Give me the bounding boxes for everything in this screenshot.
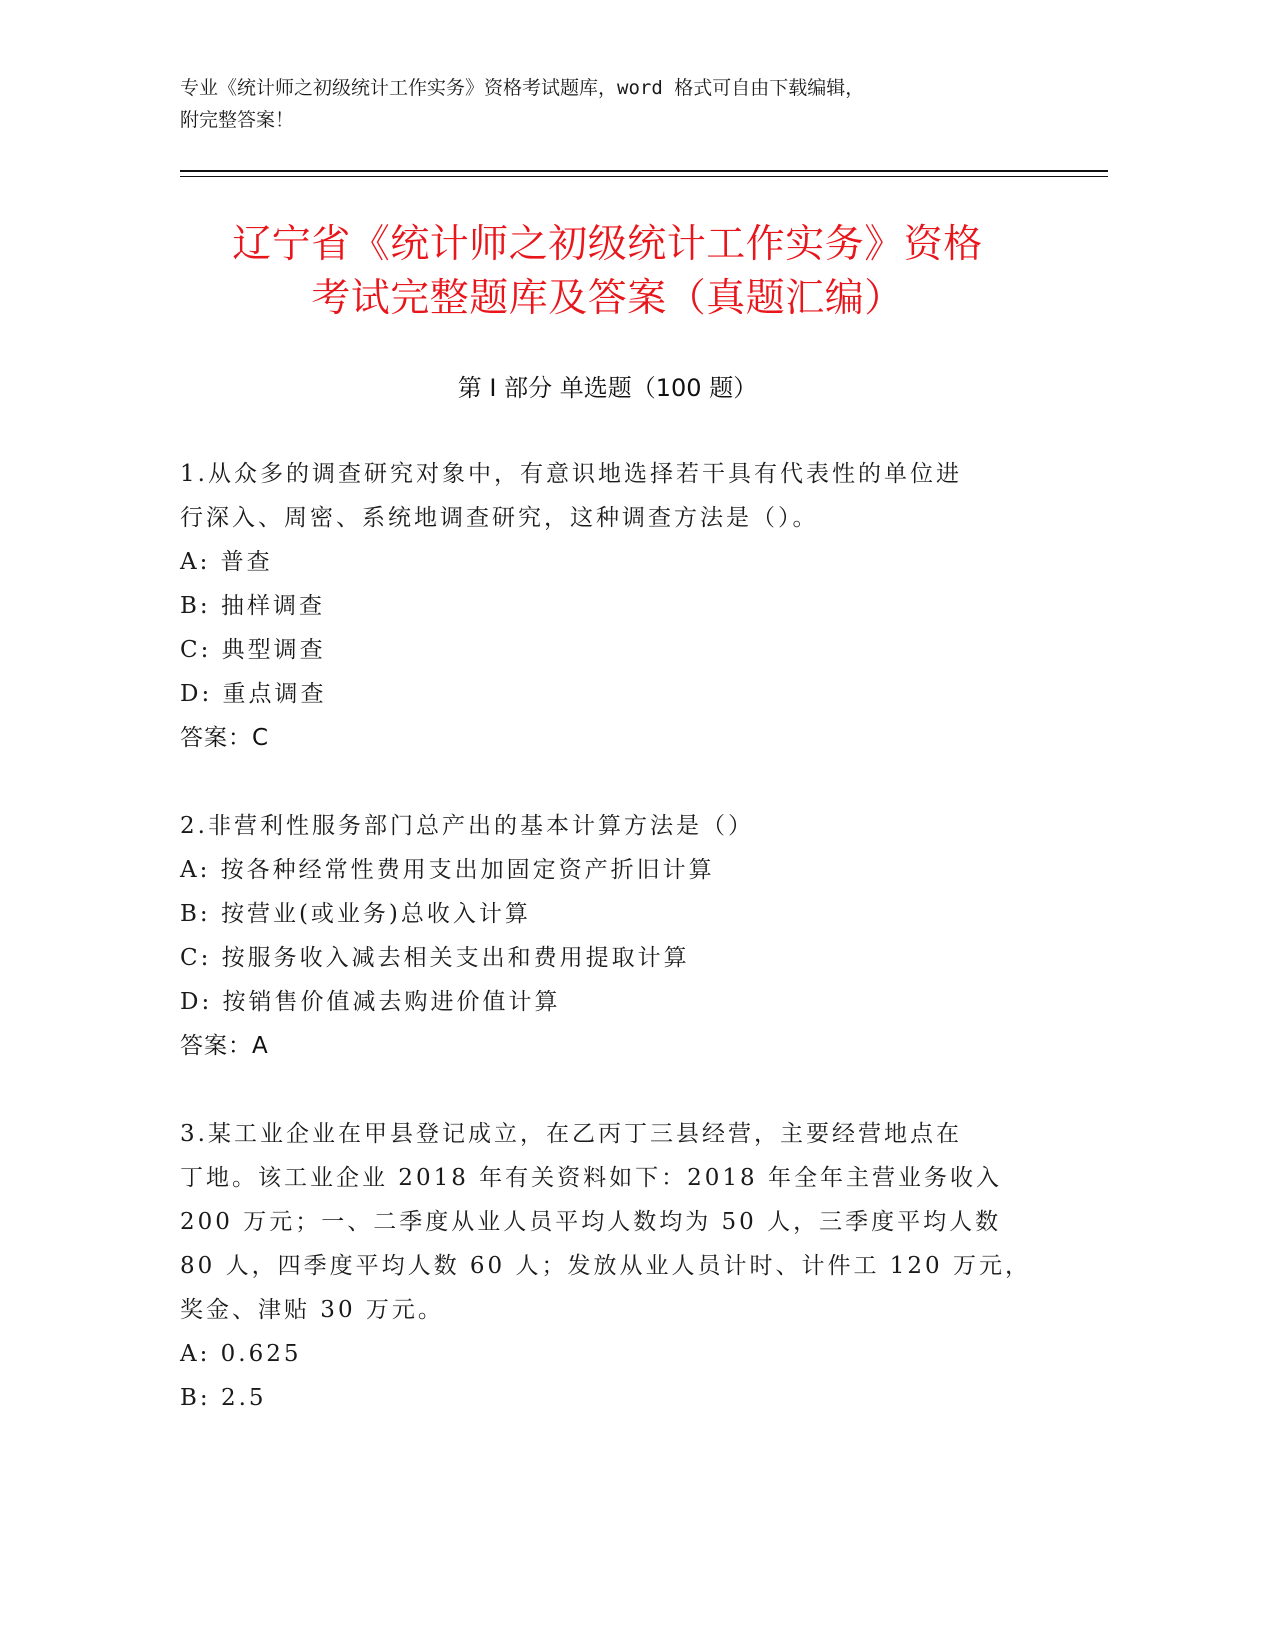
answer: 答案：A (180, 1033, 269, 1059)
question-text-line: 200 万元；一、二季度从业人员平均人数均为 50 人，三季度平均人数 (180, 1209, 1002, 1235)
header-divider-thick (180, 170, 1108, 172)
option-b: B: 2.5 (180, 1385, 267, 1411)
document-title-line-2: 考试完整题库及答案（真题汇编） (311, 276, 904, 321)
option-a: A: 按各种经常性费用支出加固定资产折旧计算 (180, 857, 715, 883)
option-a: A: 0.625 (180, 1341, 302, 1367)
question-text-line: 1.从众多的调查研究对象中，有意识地选择若干具有代表性的单位进 (180, 461, 962, 487)
header-note (180, 72, 1030, 136)
header-divider-thin (180, 176, 1108, 177)
option-c: C: 典型调查 (180, 637, 326, 663)
option-d: D: 重点调查 (180, 681, 327, 707)
question-text-line: 丁地。该工业企业 2018 年有关资料如下：2018 年全年主营业务收入 (180, 1165, 1002, 1191)
answer: 答案：C (180, 725, 270, 751)
section-title: 第 I 部分 单选题（100 题） (457, 374, 758, 402)
document-title-line-1: 辽宁省《统计师之初级统计工作实务》资格 (232, 222, 983, 267)
question-text-line: 2.非营利性服务部门总产出的基本计算方法是（） (180, 813, 754, 839)
question-text-line: 奖金、津贴 30 万元。 (180, 1297, 444, 1323)
document-title (0, 218, 1215, 326)
question-1 (180, 452, 1040, 760)
question-3 (180, 1112, 1040, 1420)
option-b: B: 按营业(或业务)总收入计算 (180, 901, 531, 927)
option-c: C: 按服务收入减去相关支出和费用提取计算 (180, 945, 690, 971)
question-text-line: 80 人，四季度平均人数 60 人；发放从业人员计时、计件工 120 万元， (180, 1253, 1031, 1279)
option-a: A: 普查 (180, 549, 273, 575)
question-2 (180, 804, 1040, 1068)
option-b: B: 抽样调查 (180, 593, 325, 619)
question-text-line: 3.某工业企业在甲县登记成立，在乙丙丁三县经营，主要经营地点在 (180, 1121, 962, 1147)
header-note-line-2: 附完整答案！ (180, 109, 295, 131)
header-note-line-1: 专业《统计师之初级统计工作实务》资格考试题库，word 格式可自由下载编辑， (180, 77, 865, 99)
question-list (180, 452, 1040, 1464)
option-d: D: 按销售价值减去购进价值计算 (180, 989, 561, 1015)
question-text-line: 行深入、周密、系统地调查研究，这种调查方法是（）。 (180, 505, 819, 531)
